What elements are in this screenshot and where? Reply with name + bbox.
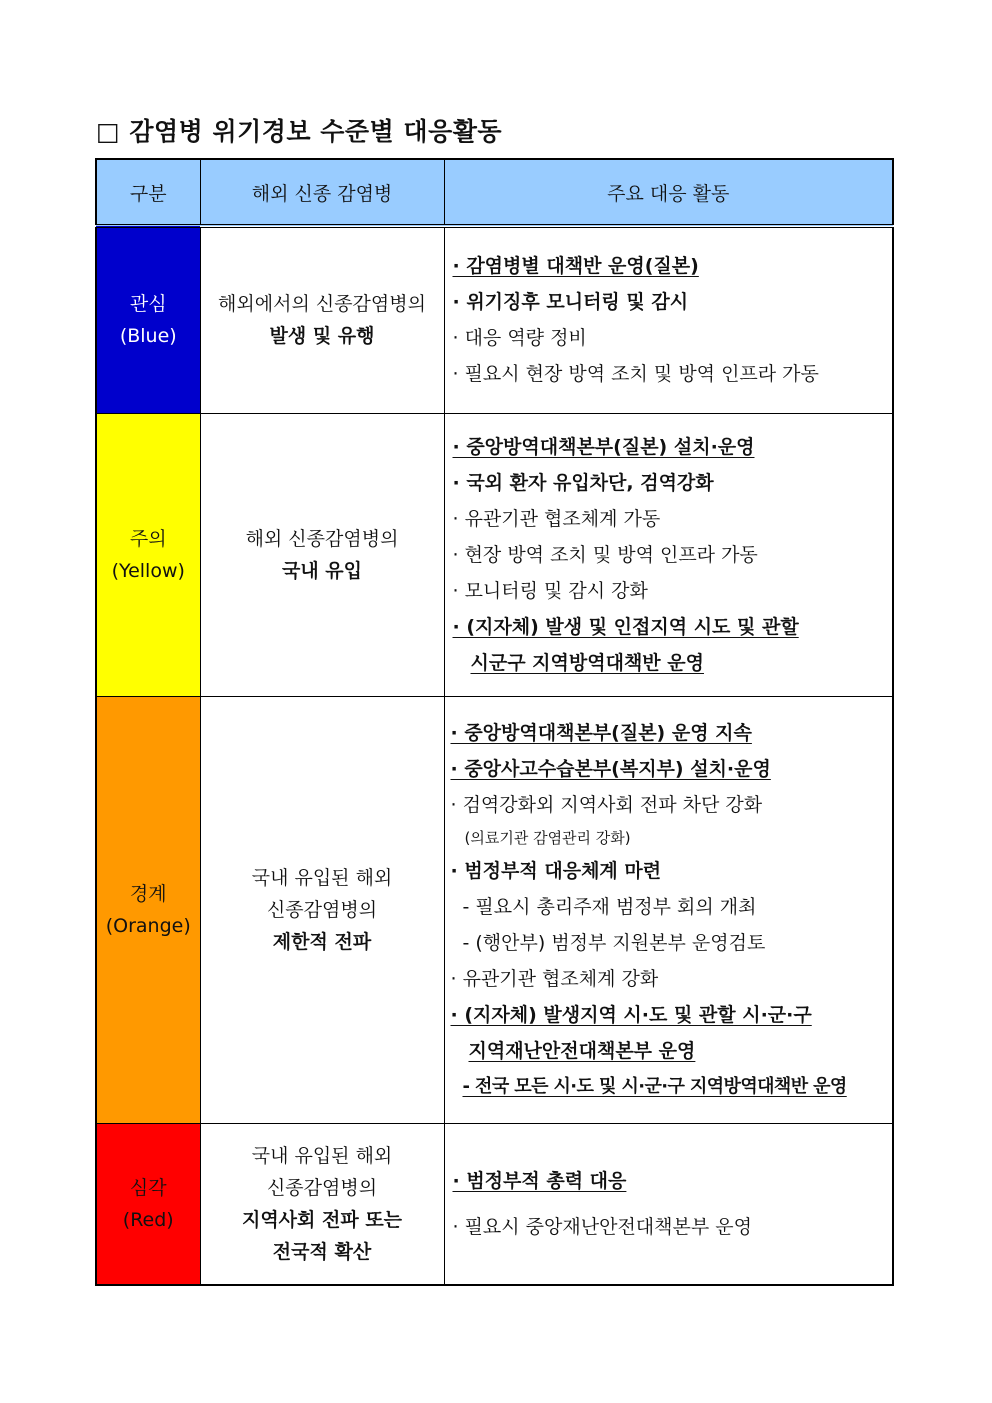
situation-line: 신종감염병의 <box>266 1176 378 1199</box>
situation-line: 해외 신종감염병의 <box>245 527 399 550</box>
activity-subitem: - 필요시 총리주재 범정부 회의 개최 <box>462 895 757 918</box>
level-cell-blue <box>96 226 200 413</box>
level-name: 주의 <box>129 527 167 550</box>
situation-cell <box>200 413 444 696</box>
header-category: 구분 <box>96 159 200 226</box>
activity-item: · 범정부적 총력 대응 <box>452 1169 627 1192</box>
activity-item: · 중앙사고수습본부(복지부) 설치·운영 <box>450 757 771 780</box>
activities-cell <box>444 696 893 1123</box>
activity-item: · 위기징후 모니터링 및 감시 <box>452 291 689 314</box>
situation-line: 제한적 전파 <box>272 930 372 953</box>
level-en: (Orange) <box>105 914 191 937</box>
situation-line: 국내 유입된 해외 <box>251 1144 393 1167</box>
situation-line: 국내 유입된 해외 <box>251 866 393 889</box>
situation-line: 국내 유입 <box>281 559 363 582</box>
level-row-orange <box>96 696 893 1123</box>
activity-note: (의료기관 감염관리 강화) <box>464 828 631 847</box>
activity-item: · 필요시 현장 방역 조치 및 방역 인프라 가동 <box>452 363 819 386</box>
activity-item: · 감염병별 대책반 운영(질본) <box>452 255 699 278</box>
activity-item: · 모니터링 및 감시 강화 <box>452 579 648 602</box>
situation-line: 지역사회 전파 또는 <box>241 1208 403 1231</box>
activity-item: · 검역강화외 지역사회 전파 차단 강화 <box>450 793 763 816</box>
activity-item: · 유관기관 협조체계 가동 <box>452 507 661 530</box>
situation-line: 해외에서의 신종감염병의 <box>218 293 426 316</box>
activity-item-continued: 지역재난안전대책본부 운영 <box>468 1039 696 1062</box>
level-en: (Yellow) <box>111 559 185 582</box>
activity-item: · 유관기관 협조체계 강화 <box>450 967 659 990</box>
level-en: (Red) <box>122 1208 174 1231</box>
activity-item: · (지자체) 발생지역 시·도 및 관할 시·군·구 <box>450 1003 812 1026</box>
activities-cell <box>444 226 893 413</box>
activity-item: · 중앙방역대책본부(질본) 설치·운영 <box>452 435 755 458</box>
level-row-red <box>96 1123 893 1285</box>
activity-item: · 범정부적 대응체계 마련 <box>450 859 662 882</box>
level-row-blue <box>96 226 893 413</box>
header-main-activities: 주요 대응 활동 <box>444 159 893 226</box>
situation-line: 신종감염병의 <box>266 898 378 921</box>
level-cell-red <box>96 1123 200 1285</box>
level-en: (Blue) <box>119 325 177 348</box>
situation-line: 전국적 확산 <box>272 1240 372 1263</box>
level-row-yellow <box>96 413 893 696</box>
situation-cell <box>200 1123 444 1285</box>
activities-cell <box>444 413 893 696</box>
situation-line: 발생 및 유행 <box>269 325 375 348</box>
activity-subitem: - (행안부) 범정부 지원본부 운영검토 <box>462 931 766 954</box>
activity-item: · 대응 역량 정비 <box>452 327 587 350</box>
level-cell-orange <box>96 696 200 1123</box>
level-name: 경계 <box>129 882 167 905</box>
page-title: □ 감염병 위기경보 수준별 대응활동 <box>96 117 503 146</box>
level-name: 심각 <box>129 1176 167 1199</box>
activity-item: · (지자체) 발생 및 인접지역 시도 및 관할 <box>452 615 799 638</box>
activity-item: · 국외 환자 유입차단, 검역강화 <box>452 471 714 494</box>
situation-cell <box>200 226 444 413</box>
activity-item: · 중앙방역대책본부(질본) 운영 지속 <box>450 721 752 744</box>
level-cell-yellow <box>96 413 200 696</box>
level-name: 관심 <box>129 293 167 316</box>
activities-cell <box>444 1123 893 1285</box>
situation-cell <box>200 696 444 1123</box>
activity-item-continued: 시군구 지역방역대책반 운영 <box>470 651 704 674</box>
alert-level-table <box>95 158 894 1286</box>
activity-item: · 현장 방역 조치 및 방역 인프라 가동 <box>452 543 758 566</box>
activity-subitem: - 전국 모든 시·도 및 시·군·구 지역방역대책반 운영 <box>462 1075 847 1097</box>
activity-item: · 필요시 중앙재난안전대책본부 운영 <box>452 1215 752 1238</box>
header-overseas-disease: 해외 신종 감염병 <box>200 159 444 226</box>
table-header-row <box>96 159 893 226</box>
